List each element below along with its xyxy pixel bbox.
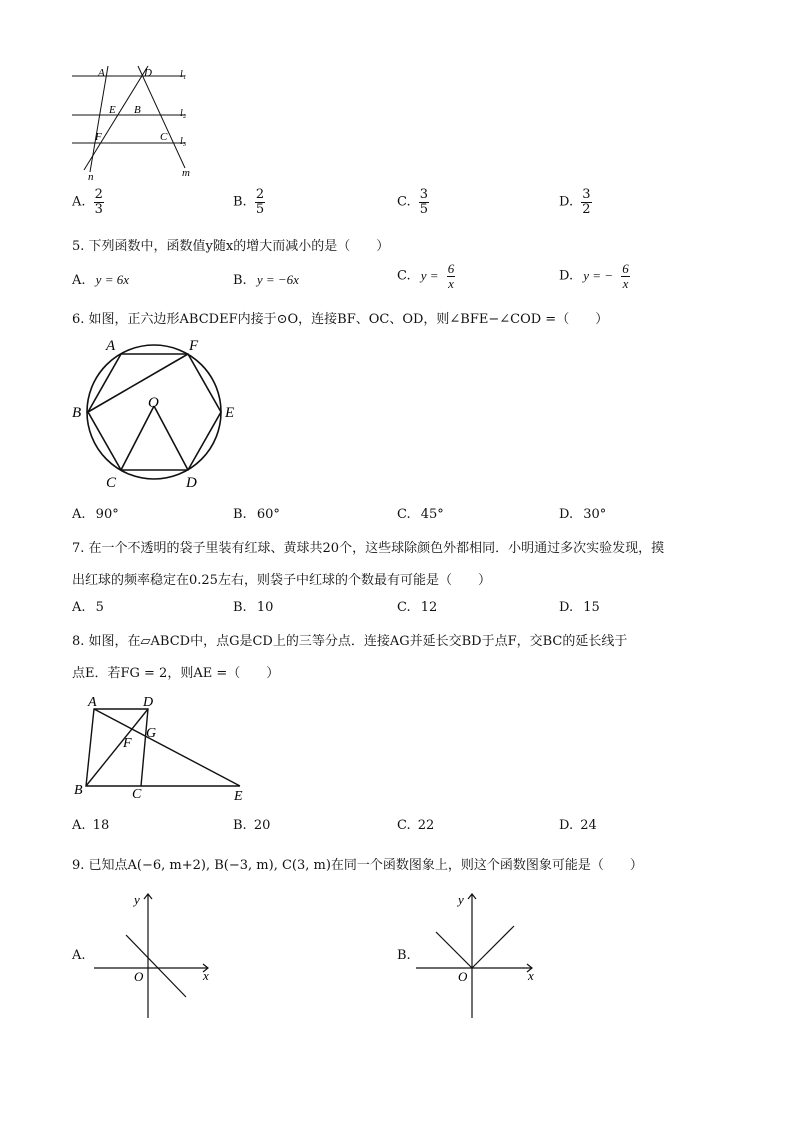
q5-option-b[interactable]: [233, 272, 299, 288]
q8-label-A: A: [88, 695, 97, 710]
q5-stem: 5. 下列函数中，函数值y随x的增大而减小的是（ ）: [72, 239, 390, 254]
q8-option-d-letter: D.: [559, 818, 574, 833]
q8-option-c-text: 22: [417, 818, 435, 833]
q4-option-a-num: 2: [94, 187, 103, 202]
q4-label-E: E: [109, 104, 116, 116]
q4-label-C: C: [160, 131, 168, 143]
q8-option-b-letter: B.: [233, 818, 247, 833]
q7-option-b-text: 10: [256, 600, 274, 615]
q8-option-c-letter: C.: [397, 818, 411, 833]
q4-option-b-den: 5: [255, 201, 265, 217]
q4-option-c-num: 3: [419, 187, 429, 202]
q8-stem-line2: 点E．若FG = 2，则AE =（ ）: [72, 666, 280, 681]
q6-hexagon-circle-figure: [68, 334, 248, 494]
q8-option-c[interactable]: [397, 818, 434, 833]
q4-label-l1: l₁: [180, 69, 187, 80]
q8-option-a-letter: A.: [72, 818, 86, 833]
q6-option-d[interactable]: [559, 507, 606, 522]
q7-stem-line2: 出红球的频率稳定在0.25左右，则袋子中红球的个数最有可能是（ ）: [72, 573, 491, 588]
q9-b-x-label: x: [528, 968, 534, 983]
q4-option-b-num: 2: [255, 187, 265, 202]
q7-option-b-letter: B.: [233, 600, 247, 615]
q5-option-b-letter: B.: [233, 273, 247, 288]
q6-option-c[interactable]: [397, 507, 444, 522]
q8-option-b[interactable]: [233, 818, 270, 833]
q4-label-l3: l₃: [180, 136, 187, 147]
q8-label-D: D: [143, 695, 154, 710]
q4-label-D: D: [144, 67, 152, 79]
q4-label-F: F: [95, 131, 102, 143]
q4-option-d[interactable]: [559, 188, 592, 216]
q8-label-C: C: [132, 787, 142, 802]
q8-option-d-text: 24: [580, 818, 597, 833]
q5-option-c-num: 6: [447, 261, 455, 276]
q8-option-b-text: 20: [253, 818, 271, 833]
q6-option-c-letter: C.: [397, 507, 411, 522]
q7-option-c-letter: C.: [397, 600, 411, 615]
q7-option-a[interactable]: [72, 600, 104, 615]
q6-label-B: B: [72, 405, 82, 421]
q7-option-d-letter: D.: [559, 600, 574, 615]
q6-label-O: O: [148, 395, 159, 411]
q9-a-y-label: y: [134, 892, 140, 907]
q7-option-b[interactable]: [233, 600, 273, 615]
q9-a-x-label: x: [203, 968, 209, 983]
q9-b-y-label: y: [458, 892, 464, 907]
q6-label-F: F: [189, 338, 199, 354]
q6-label-E: E: [225, 405, 235, 421]
q6-option-b[interactable]: [233, 507, 280, 522]
q4-parallel-lines-figure: [60, 60, 210, 185]
q8-option-a-text: 18: [92, 818, 110, 833]
q8-parallelogram-figure: [68, 692, 258, 802]
q6-option-d-text: 30°: [583, 507, 607, 522]
q6-stem: 6. 如图，正六边形ABCDEF内接于⊙O，连接BF、OC、OD，则∠BFE−∠COD =（ ）: [72, 312, 609, 327]
q5-option-c-lhs: y =: [420, 267, 439, 283]
q4-label-l2: l₂: [180, 108, 187, 119]
q5-option-d-den: x: [622, 275, 629, 291]
q4-option-c[interactable]: [397, 188, 429, 216]
q5-option-c-den: x: [448, 275, 454, 291]
q6-option-b-text: 60°: [256, 507, 280, 522]
q5-option-d[interactable]: [559, 262, 630, 290]
q4-option-b[interactable]: [233, 188, 265, 216]
q9-option-a-graph[interactable]: [90, 888, 220, 1023]
q9-option-a-letter[interactable]: A.: [72, 948, 86, 963]
q5-option-b-expr: y = −6x: [256, 272, 299, 287]
q6-option-b-letter: B.: [233, 507, 247, 522]
q7-option-d[interactable]: [559, 600, 600, 615]
q4-option-d-letter: D.: [559, 194, 574, 210]
q7-option-a-letter: A.: [72, 600, 86, 615]
q5-option-d-lhs: y = −: [583, 267, 614, 283]
q8-label-B: B: [74, 783, 83, 798]
q7-option-c-text: 12: [420, 600, 438, 615]
q6-option-c-text: 45°: [420, 507, 444, 522]
q5-option-c-letter: C.: [397, 268, 411, 284]
q8-option-d[interactable]: [559, 818, 597, 833]
q5-option-c[interactable]: [397, 262, 455, 290]
q4-option-d-num: 3: [582, 187, 591, 202]
q4-option-a-den: 3: [94, 201, 103, 217]
q4-option-a[interactable]: [72, 188, 104, 216]
q8-label-G: G: [146, 726, 157, 741]
q4-option-c-letter: C.: [397, 194, 411, 210]
q4-option-b-letter: B.: [233, 194, 247, 210]
q7-option-a-text: 5: [95, 600, 104, 615]
q7-option-c[interactable]: [397, 600, 437, 615]
q6-option-d-letter: D.: [559, 507, 574, 522]
q4-option-a-letter: A.: [72, 194, 86, 210]
q5-option-a-expr: y = 6x: [95, 272, 129, 287]
q7-stem-line1: 7. 在一个不透明的袋子里装有红球、黄球共20个，这些球除颜色外都相同．小明通过多次实验发现，摸: [72, 541, 665, 556]
q6-label-A: A: [106, 338, 116, 354]
q9-stem: 9. 已知点A(−6, m+2), B(−3, m), C(3, m)在同一个函数图象上，则这个函数图象可能是（ ）: [72, 858, 643, 873]
q8-label-F: F: [123, 736, 132, 751]
q5-option-a-letter: A.: [72, 273, 86, 288]
q6-option-a[interactable]: [72, 507, 119, 522]
q4-label-A: A: [98, 67, 105, 79]
q9-a-origin-label: O: [134, 969, 144, 984]
q5-option-a[interactable]: [72, 272, 129, 288]
q5-option-d-num: 6: [622, 261, 629, 276]
q4-label-n: n: [88, 171, 94, 183]
q9-option-b-graph[interactable]: [412, 888, 542, 1023]
q9-b-origin-label: O: [458, 969, 468, 984]
q4-option-c-den: 5: [419, 201, 429, 217]
q7-option-d-text: 15: [583, 600, 600, 615]
q5-option-d-letter: D.: [559, 268, 574, 284]
q9-option-b-letter[interactable]: B.: [397, 948, 411, 963]
q6-label-D: D: [186, 475, 197, 491]
q4-option-d-den: 2: [582, 201, 591, 217]
q6-label-C: C: [106, 475, 117, 491]
q4-label-B: B: [134, 104, 141, 116]
q8-option-a[interactable]: [72, 818, 109, 833]
q6-option-a-text: 90°: [95, 507, 119, 522]
q8-label-E: E: [234, 789, 243, 802]
q6-option-a-letter: A.: [72, 507, 86, 522]
q4-label-m: m: [182, 167, 190, 179]
q8-stem-line1: 8. 如图，在▱ABCD中，点G是CD上的三等分点．连接AG并延长交BD于点F，交BC的延长线于: [72, 634, 628, 649]
